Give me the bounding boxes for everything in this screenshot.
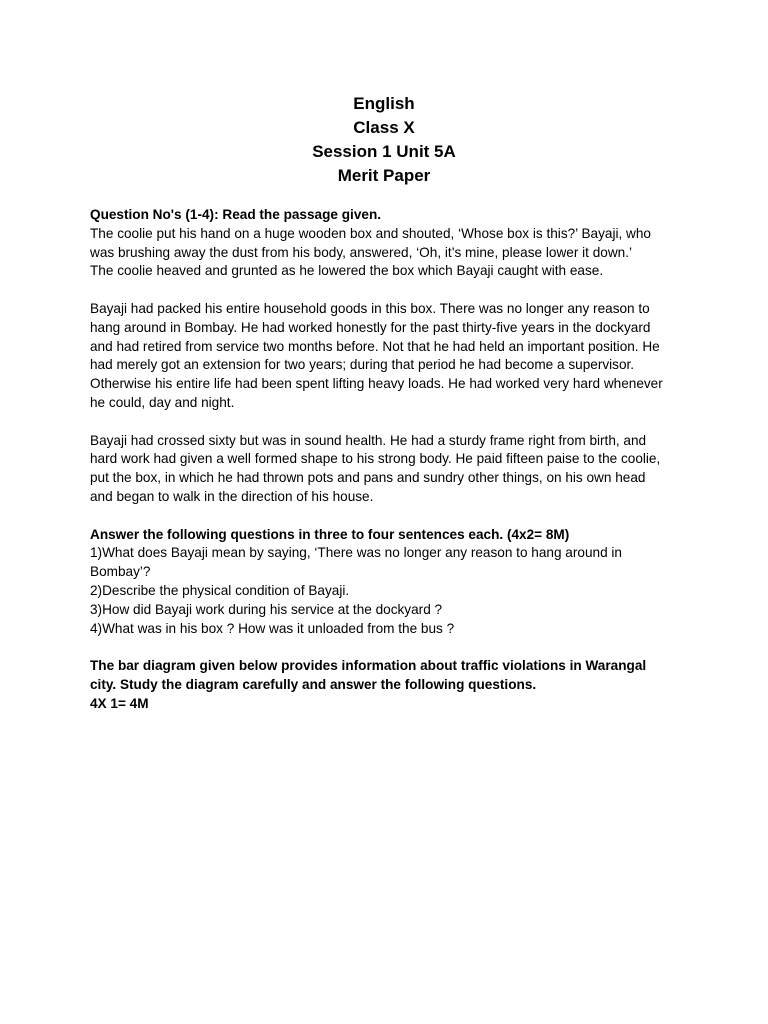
session-title: Session 1 Unit 5A [312,142,456,161]
passage-line: he could, day and night. [90,394,235,410]
question-item: 1)What does Bayaji mean by saying, ‘There was no longer any reason to hang around in [90,545,622,561]
section3-marks: 4X 1= 4M [90,695,149,711]
passage-line: Bayaji had crossed sixty but was in sound health. He had a sturdy frame right from birth, and [90,432,647,448]
passage-paragraph-1 [90,225,690,281]
passage-line: hard work had given a well formed shape to his strong body. He paid fifteen paise to the coolie, [90,451,661,467]
question-item: Bombay’? [90,564,151,580]
section1-heading: Question No's (1-4): Read the passage given. [90,207,382,222]
subject-title: English [353,94,415,113]
passage-line: Otherwise his entire life had been spent lifting heavy loads. He had worked very hard whenever [90,376,663,392]
section3-heading-line: The bar diagram given below provides information about traffic violations in Warangal [90,658,647,674]
passage-line: hang around in Bombay. He had worked honestly for the past thirty-five years in the dockyard [90,319,651,335]
question-item: 4)What was in his box ? How was it unloaded from the bus ? [90,620,455,636]
section3-heading [90,657,690,713]
passage-line: Bayaji had packed his entire household goods in this box. There was no longer any reason to [90,300,650,316]
section2-heading: Answer the following questions in three to four sentences each. (4x2= 8M) [90,526,570,542]
passage-line: had merely got an extension for two years; during that period he had become a supervisor. [90,357,635,373]
passage-line: The coolie heaved and grunted as he lowered the box which Bayaji caught with ease. [90,263,604,279]
paper-title: Merit Paper [337,166,431,185]
passage-line: was brushing away the dust from his body, answered, ‘Oh, it’s mine, please lower it down.’ [90,244,632,260]
question-item: 2)Describe the physical condition of Bayaji. [90,582,350,598]
passage-paragraph-3 [90,432,690,507]
title-block [0,92,768,188]
question-item: 3)How did Bayaji work during his service at the dockyard ? [90,601,443,617]
passage-line: and began to walk in the direction of his house. [90,488,374,504]
passage-paragraph-2 [90,300,690,413]
section3-heading-line: city. Study the diagram carefully and answer the following questions. [90,676,537,692]
document-body [90,206,690,714]
question-list [90,544,690,638]
passage-line: put the box, in which he had thrown pots and pans and sundry other things, on his own head [90,470,646,486]
class-title: Class X [353,118,415,137]
passage-line: and had retired from service two months before. Not that he had held an important position. He [90,338,660,354]
passage-line: The coolie put his hand on a huge wooden box and shouted, ‘Whose box is this?’ Bayaji, who [90,225,651,241]
